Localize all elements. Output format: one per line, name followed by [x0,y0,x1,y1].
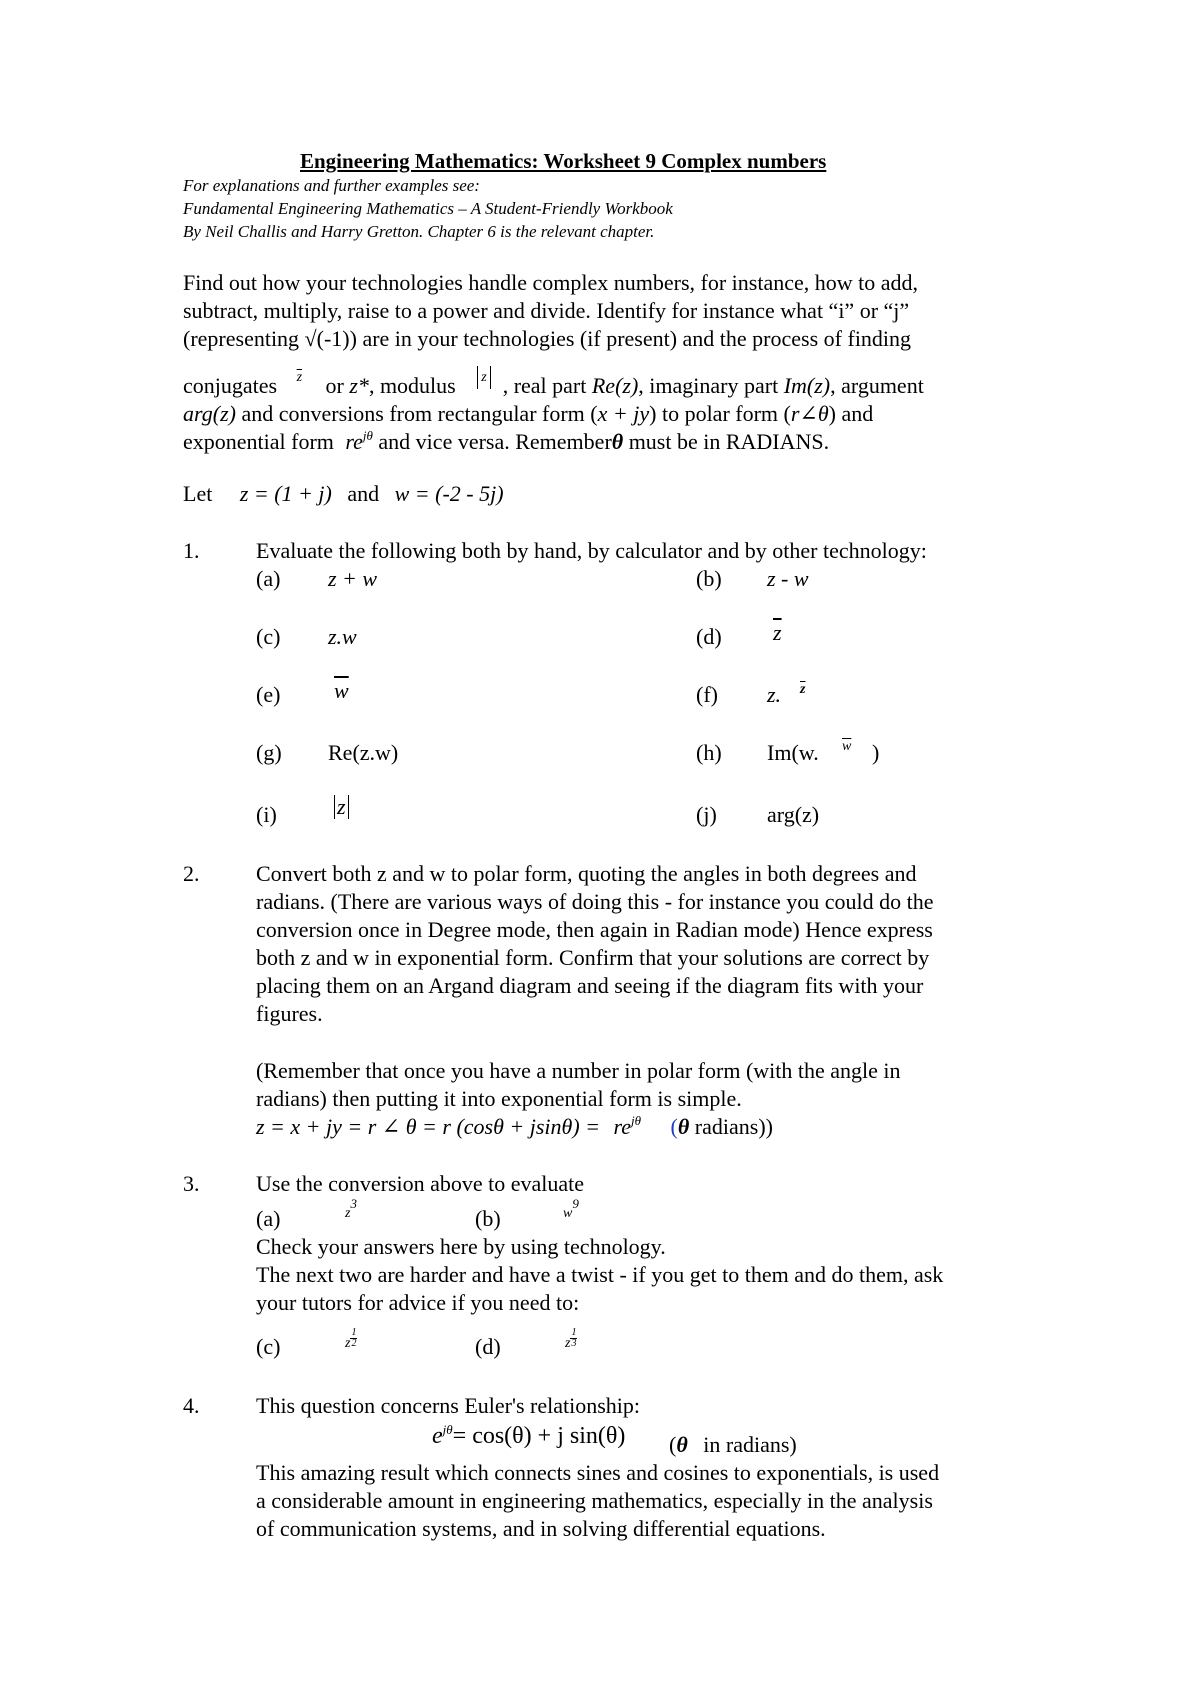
q3-a-label: (a) [256,1206,281,1231]
euler-note-paren: ( [669,1432,677,1457]
q2-number: 2. [183,861,200,886]
q2-formula-main: z = x + jy = r ∠ θ = r (cosθ + jsinθ) = [256,1114,601,1139]
q1-h-expr: Im(w. [767,740,819,765]
polar-form-symbol: r∠θ [790,401,829,426]
arg-z-symbol: arg(z) [183,401,236,426]
q1-d-expr: $\overline{z}$ [773,620,782,645]
q4-line-1: This amazing result which connects sines and cosines to exponentials, is used [256,1460,940,1485]
q1-e-label: (e) [256,682,281,707]
exp-form-exponent: jθ [362,428,373,443]
q2-line-2: radians. (There are various ways of doing this - for instance you could do the [256,889,934,914]
q3-c-base: z [345,1336,351,1351]
q2-formula-paren: ( [670,1114,678,1139]
z-definition: z = (1 + j) [239,481,332,506]
q3-check: Check your answers here by using technology. [256,1234,666,1259]
intro-line-6 [183,428,829,456]
q3-d-base: z [565,1336,571,1351]
q4-line-3: of communication systems, and in solving differential equations. [256,1516,826,1541]
q4-text: This question concerns Euler's relationship: [256,1393,640,1418]
q2-formula-radians: radians)) [694,1114,773,1139]
q1-g-expr: Re(z.w) [328,740,399,765]
rect-form-symbol: x + jy [597,401,650,426]
q3-c-label: (c) [256,1334,281,1359]
q3-a-base: z [345,1206,351,1221]
q2-note-line-2: radians) then putting it into exponential form is simple. [256,1086,742,1111]
intro-real-part-text: , real part [502,373,587,398]
q3-twist-line-1: The next two are harder and have a twist - if you get to them and do them, ask [256,1262,944,1287]
intro-exponential-text: exponential form [183,429,334,454]
q3-d-expr [565,1328,577,1358]
q2-formula-exponent: jθ [631,1113,642,1128]
q1-a-expr: z + w [328,566,378,591]
re-z-symbol: Re(z) [591,373,639,398]
q3-b-label: (b) [475,1206,501,1231]
q3-b-base: w [563,1206,573,1221]
intro-or-text: or [325,373,344,398]
q3-d-numerator: 1 [571,1327,577,1338]
euler-e: e [432,1423,443,1449]
q3-b-expr [563,1196,579,1228]
q4-number: 4. [183,1393,200,1418]
intro-polar-text: ) to polar form ( [649,401,791,426]
intro-argument-text: , argument [830,373,924,398]
q2-line-3: conversion once in Degree mode, then again in Radian mode) Hence express [256,917,933,942]
q1-h-close: ) [872,740,880,765]
theta-symbol: θ [611,429,624,454]
q1-f-zbar: $\overline{z}$ [800,682,806,697]
intro-radians-text: must be in RADIANS. [628,429,830,454]
intro-line-1: Find out how your technologies handle complex numbers, for instance, how to add, [183,270,919,295]
let-line [183,480,504,508]
q1-j-label: (j) [696,802,717,827]
modulus-symbol: z [477,366,490,389]
q1-f-label: (f) [696,682,718,707]
q1-b-expr: z - w [767,566,809,591]
q3-d-fraction [570,1328,577,1349]
euler-note [669,1431,797,1459]
q1-h-label: (h) [696,740,722,765]
q3-a-expr [345,1196,357,1228]
q1-a-label: (a) [256,566,281,591]
q1-e-expr: $\overline{w}$ [334,678,349,703]
q3-c-denominator: 2 [351,1338,357,1349]
w-definition: w = (-2 - 5j) [394,481,504,506]
exp-form-r: re [345,429,363,454]
intro-vice-versa-text: and vice versa. Remember [378,429,612,454]
q1-g-label: (g) [256,740,282,765]
q3-text: Use the conversion above to evaluate [256,1171,585,1196]
q2-formula [256,1113,773,1141]
reference-line-2: Fundamental Engineering Mathematics – A Student-Friendly Workbook [183,199,673,218]
reference-line-3: By Neil Challis and Harry Gretton. Chapter 6 is the relevant chapter. [183,222,655,241]
q1-i-label: (i) [256,802,277,827]
q3-c-numerator: 1 [351,1327,357,1338]
q3-d-denominator: 3 [571,1338,577,1349]
reference-line-1: For explanations and further examples see: [183,176,480,195]
q3-number: 3. [183,1171,200,1196]
euler-formula [432,1422,625,1450]
q1-j-expr: arg(z) [767,802,820,827]
q3-a-exponent: 3 [350,1196,357,1211]
q1-d-label: (d) [696,624,722,649]
q1-f-expr: z. [767,682,782,707]
intro-imag-part-text: , imaginary part [638,373,779,398]
euler-exponent: jθ [442,1422,453,1437]
euler-note-radians: in radians) [703,1432,797,1457]
q3-d-label: (d) [475,1334,501,1359]
euler-note-theta: θ [676,1432,688,1457]
q2-formula-r: re [613,1114,632,1139]
and-word: and [347,481,380,506]
euler-rhs: = cos(θ) + j sin(θ) [452,1423,626,1449]
q2-note-line-1: (Remember that once you have a number in polar form (with the angle in [256,1058,901,1083]
intro-conjugates-text: conjugates [183,373,278,398]
q1-h-wbar: $\overline{w}$ [842,739,852,754]
z-bar-symbol: z [296,370,303,385]
q3-b-exponent: 9 [572,1196,579,1211]
intro-line-5 [183,400,873,428]
intro-line-2: subtract, multiply, raise to a power and divide. Identify for instance what “i” or “j” [183,298,910,323]
q3-twist-line-2: your tutors for advice if you need to: [256,1290,580,1315]
q1-c-expr: z.w [328,624,357,649]
q1-i-expr: z [334,795,349,819]
z-star-symbol: z* [349,373,369,398]
q3-c-expr [345,1328,357,1358]
let-word: Let [183,481,213,506]
q1-number: 1. [183,538,200,563]
q2-line-6: figures. [256,1001,323,1026]
q2-line-5: placing them on an Argand diagram and seeing if the diagram fits with your [256,973,924,998]
intro-conversions-text: and conversions from rectangular form ( [241,401,598,426]
intro-and-text: ) and [828,401,874,426]
intro-line-3: (representing √(-1)) are in your technologies (if present) and the process of finding [183,326,912,351]
q1-text: Evaluate the following both by hand, by calculator and by other technology: [256,538,927,563]
page-title: Engineering Mathematics: Worksheet 9 Complex numbers [300,149,827,173]
q3-c-fraction [350,1328,357,1349]
intro-modulus-text: , modulus [368,373,456,398]
q4-line-2: a considerable amount in engineering mathematics, especially in the analysis [256,1488,933,1513]
q1-b-label: (b) [696,566,722,591]
q2-formula-theta: θ [677,1114,690,1139]
q1-c-label: (c) [256,624,281,649]
im-z-symbol: Im(z) [783,373,831,398]
q2-line-4: both z and w in exponential form. Confirm that your solutions are correct by [256,945,930,970]
q2-line-1: Convert both z and w to polar form, quoting the angles in both degrees and [256,861,917,886]
